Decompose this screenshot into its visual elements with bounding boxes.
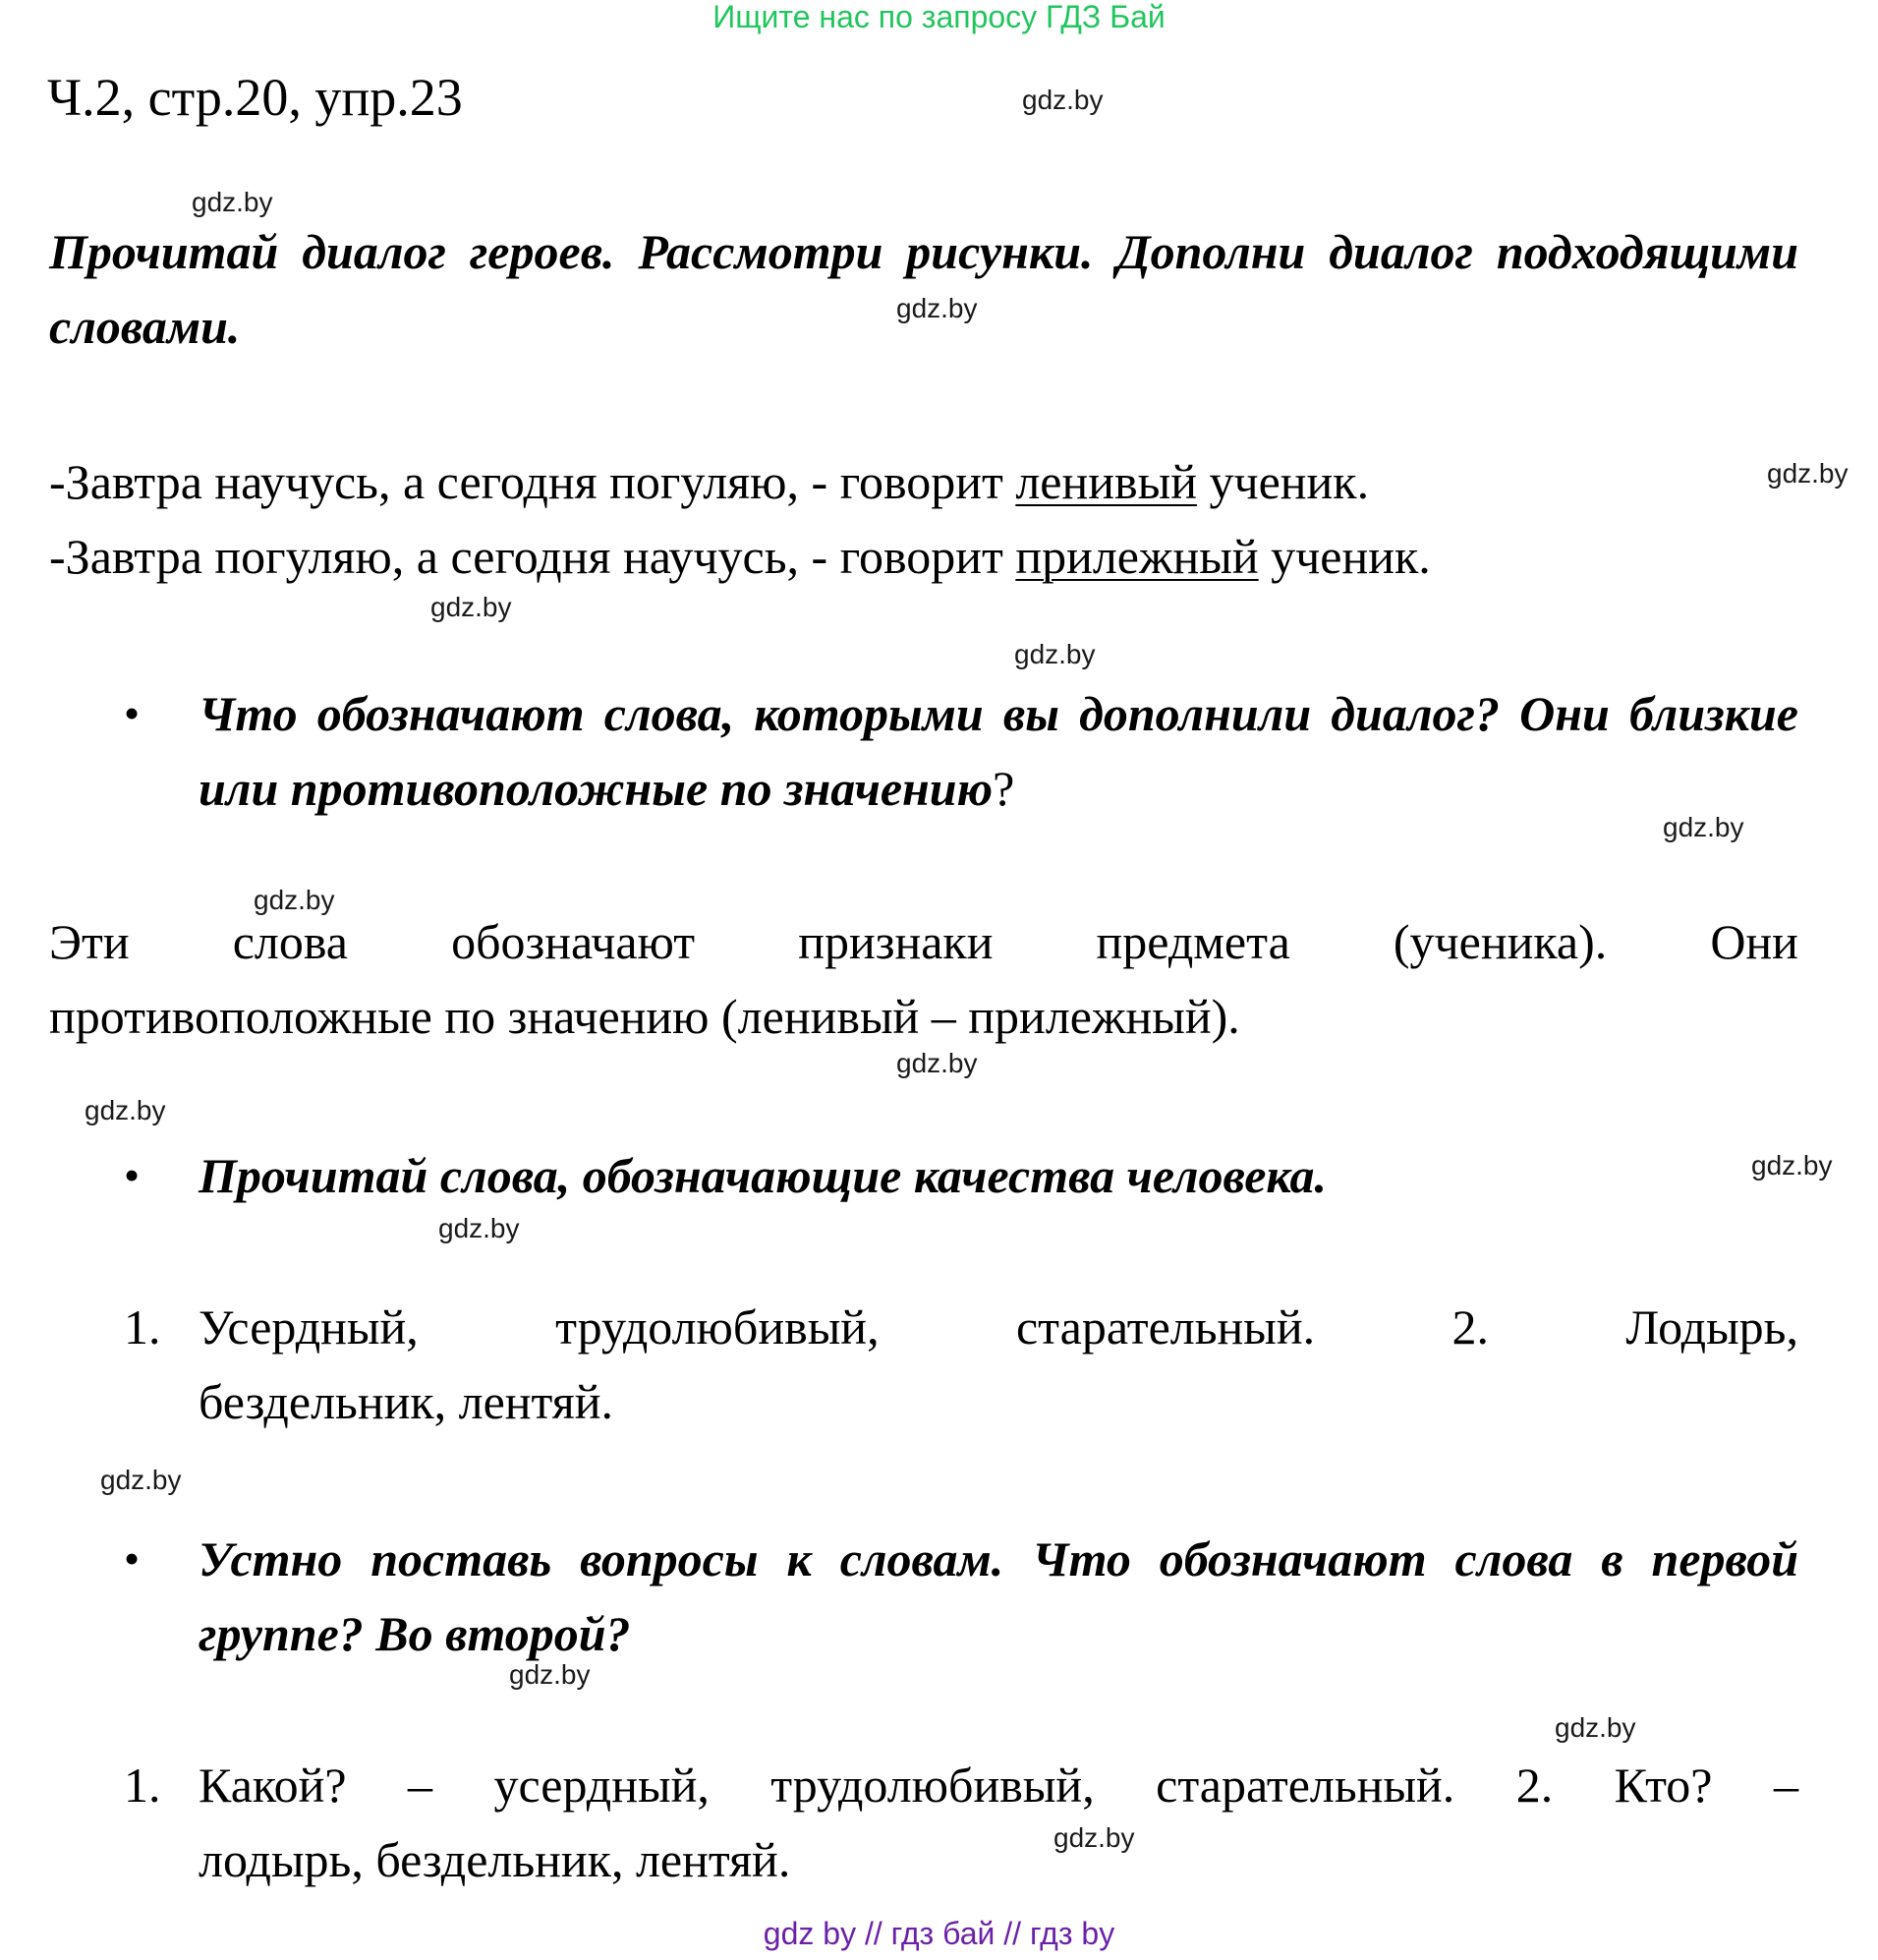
answer-3-word: – [408, 1758, 433, 1813]
watermark: gdz.by [438, 1213, 520, 1243]
watermark: gdz.by [1663, 812, 1744, 842]
answer-2-word: 2. [1451, 1299, 1490, 1355]
bullet-3: • [124, 1533, 141, 1584]
answer-3-word: трудолюбивый, [770, 1758, 1095, 1813]
bottom-banner: gdz by // гдз бай // гдз by [763, 1916, 1115, 1951]
answer-1 [49, 904, 1798, 1054]
answer-1-word: Эти [49, 914, 130, 969]
watermark: gdz.by [85, 1095, 166, 1125]
answer-3-word: усердный, [493, 1758, 710, 1813]
answer-2-word: Усердный, [199, 1299, 419, 1355]
answer-3-line-2: лодырь, бездельник, лентяй. [199, 1832, 791, 1887]
answer-3-number: 1. [124, 1758, 161, 1813]
answer-1-word: (ученика). [1393, 914, 1608, 969]
page-title: Ч.2, стр.20, упр.23 [47, 68, 463, 127]
watermark: gdz.by [896, 293, 978, 323]
top-banner: Ищите нас по запросу ГДЗ Бай [712, 0, 1166, 34]
answer-1-line-2: противоположные по значению (ленивый – прилежный). [49, 989, 1240, 1044]
watermark: gdz.by [1014, 639, 1096, 669]
answer-3-word: Какой? [199, 1758, 347, 1813]
watermark: gdz.by [1767, 458, 1849, 489]
watermark: gdz.by [509, 1659, 591, 1690]
dialog-line-2-end: ученик. [1258, 529, 1431, 584]
task-instruction: Прочитай диалог героев. Рассмотри рисунки. Дополни диалог подходящими словами. [49, 224, 1798, 354]
answer-2-line-2: бездельник, лентяй. [199, 1374, 613, 1429]
answer-3-word: – [1773, 1758, 1798, 1813]
bullet-1: • [124, 688, 141, 738]
answer-3-word: Кто? [1614, 1758, 1713, 1813]
answer-3-line-1 [199, 1748, 1798, 1822]
dialog-word-diligent: прилежный [1015, 529, 1259, 584]
dialog-line-1-start: -Завтра научусь, а сегодня погуляю, - говорит [49, 454, 1016, 509]
answer-3-word: старательный. [1156, 1758, 1455, 1813]
answer-3-word: 2. [1515, 1758, 1554, 1813]
question-3: Устно поставь вопросы к словам. Что обозначают слова в первой группе? Во второй? [199, 1531, 1798, 1661]
answer-2-line-1 [199, 1290, 1798, 1364]
watermark: gdz.by [254, 885, 335, 915]
answer-1-word: признаки [798, 914, 994, 969]
watermark: gdz.by [1053, 1822, 1135, 1853]
watermark: gdz.by [100, 1465, 182, 1495]
dialog-word-lazy: ленивый [1015, 454, 1197, 509]
dialog-line-2-start: -Завтра погуляю, а сегодня научусь, - говорит [49, 529, 1016, 584]
question-1-mark: ? [993, 761, 1015, 816]
dialog-line-1 [49, 444, 1818, 519]
question-1 [199, 676, 1798, 826]
question-2: Прочитай слова, обозначающие качества человека. [199, 1148, 1327, 1203]
answer-2-word: трудолюбивый, [555, 1299, 880, 1355]
answer-2-word: Лодырь, [1625, 1299, 1798, 1355]
dialog-line-1-end: ученик. [1196, 454, 1370, 509]
bullet-2: • [124, 1150, 141, 1200]
answer-2 [199, 1290, 1798, 1439]
answer-3 [199, 1748, 1798, 1897]
dialog-line-2 [49, 519, 1818, 594]
watermark: gdz.by [896, 1048, 978, 1078]
answer-1-word: Они [1710, 914, 1798, 969]
watermark: gdz.by [1022, 85, 1104, 115]
watermark: gdz.by [1555, 1712, 1636, 1743]
watermark: gdz.by [192, 187, 273, 217]
answer-1-word: слова [232, 914, 348, 969]
answer-1-word: предмета [1096, 914, 1290, 969]
answer-2-word: старательный. [1015, 1299, 1316, 1355]
answer-1-word: обозначают [451, 914, 696, 969]
question-1-text: Что обозначают слова, которыми вы дополнили диалог? Они близкие или противоположные по значению [199, 686, 1798, 816]
watermark: gdz.by [1751, 1150, 1833, 1181]
answer-1-line-1 [49, 904, 1798, 979]
answer-2-number: 1. [124, 1299, 161, 1355]
watermark: gdz.by [430, 592, 512, 622]
